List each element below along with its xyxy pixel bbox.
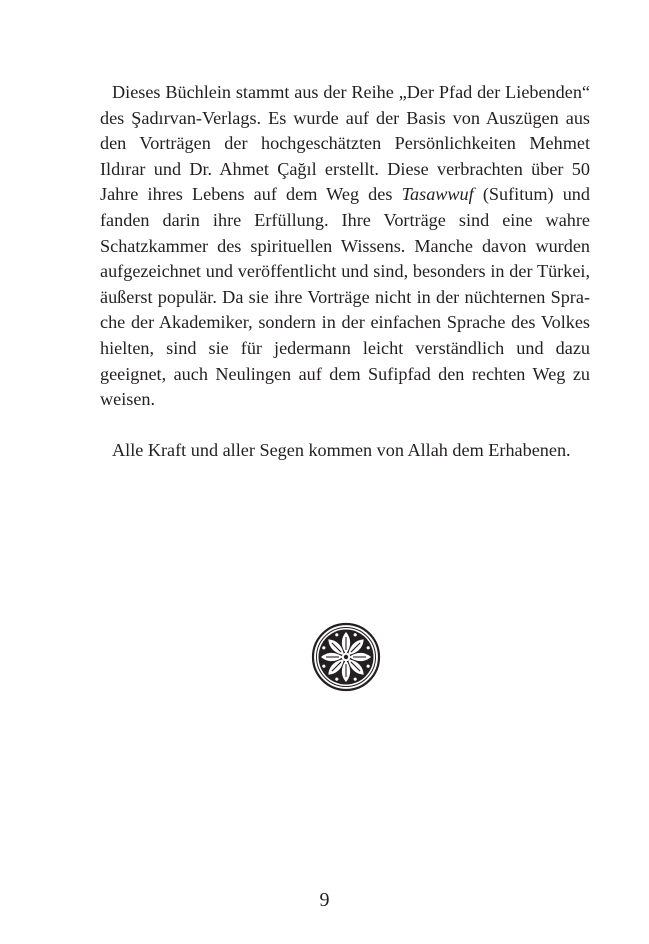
paragraph-blessing	[100, 438, 590, 464]
body-text	[100, 80, 590, 464]
rosette-ornament-icon	[311, 622, 381, 692]
page-number: 9	[319, 889, 330, 911]
intro-text-1: Dieses Büchlein stammt aus der Reihe „Der Pfad der Liebenden“ des Şadırvan-Verlags. Es wurde auf der Basis von Auszügen aus den Vorträgen der hochgeschätzten Persönlichkeiten Mehmet Ildırar und Dr. Ahmet Çağıl erstellt. Diese verbrachten über 50 Jahre ihres Lebens auf dem Weg des	[100, 82, 590, 205]
term-tasawwuf: Tasawwuf	[401, 184, 474, 205]
paragraph-intro	[100, 80, 590, 413]
blessing-text: Alle Kraft und aller Segen kommen von Allah dem Erhabenen.	[112, 440, 571, 461]
intro-text-2: (Sufitum) und fanden darin ihre Erfüllung. Ihre Vorträge sind eine wahre Schatzkammer des spirituellen Wissens. Manche davon wurden aufgezeichnet und veröffentlicht und sind, besonders in der Türkei, äußerst populär. Da sie ihre Vorträge nicht in der nüchternen Sprache der Akademiker, sondern in der einfachen Sprache des Volkes hielten, sind sie für jedermann leicht verständlich und dazu geeignet, auch Neulingen auf dem Sufipfad den rechten Weg zu weisen.	[100, 184, 590, 410]
